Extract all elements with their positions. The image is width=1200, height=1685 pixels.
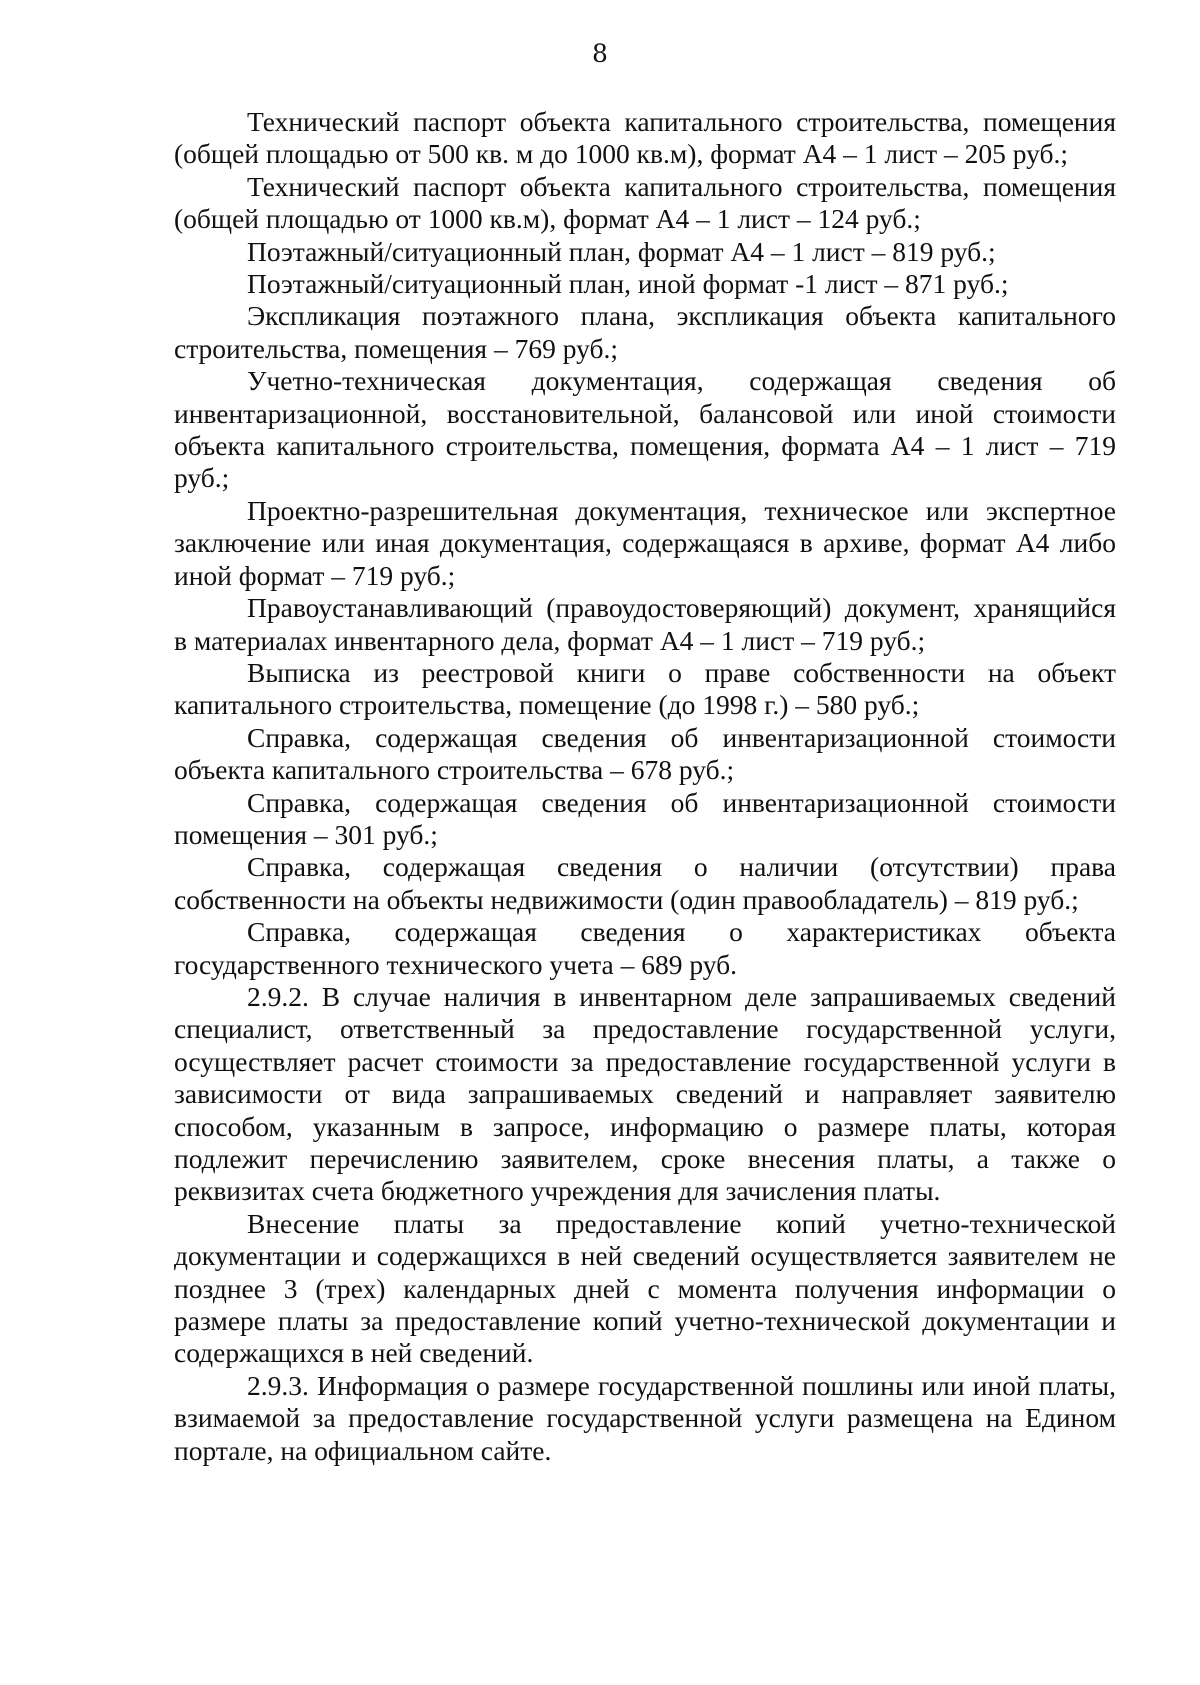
paragraph-floor-plan-other-format: Поэтажный/ситуационный план, иной формат -1 лист – 871 руб.; — [247, 268, 1009, 300]
paragraph-certificate-premises-value: Справка, содержащая сведения об инвентаризационной стоимости помещения – 301 руб.; — [174, 786, 1116, 850]
paragraph-tech-passport-500-1000: Технический паспорт объекта капитального строительства, помещения (общей площадью от 500 кв. м до 1000 кв.м), формат А4 – 1 лист – 205 руб.; — [174, 106, 1116, 170]
paragraph-certificate-object-value: Справка, содержащая сведения об инвентаризационной стоимости объекта капитального строительства – 678 руб.; — [174, 721, 1116, 786]
paragraph-section-2-9-2: 2.9.2. В случае наличия в инвентарном деле запрашиваемых сведений специалист, ответственный за предоставление государственной услуги, осуществляет расчет стоимости за предоставление государственной услуги в зависимости от вида запрашиваемых сведений и направляет заявителю способом, указанным в запросе, информацию о размере платы, которая подлежит перечислению заявителем, сроке внесения платы, а также о реквизитах счета бюджетного учреждения для зачисления платы. — [174, 980, 1116, 1207]
paragraph-tech-passport-1000: Технический паспорт объекта капитального строительства, помещения (общей площадью от 1000 кв.м), формат А4 – 1 лист – 124 руб.; — [174, 170, 1116, 235]
document-body — [174, 106, 1116, 1467]
paragraph-section-2-9-3: 2.9.3. Информация о размере государственной пошлины или иной платы, взимаемой за предоставление государственной услуги размещена на Едином портале, на официальном сайте. — [174, 1369, 1116, 1466]
paragraph-accounting-docs: Учетно-техническая документация, содержащая сведения об инвентаризационной, восстановительной, балансовой или иной стоимости объекта капитального строительства, помещения, формата А4 – 1 лист – 719 руб.; — [174, 365, 1116, 494]
paragraph-design-permit-docs: Проектно-разрешительная документация, техническое или экспертное заключение или иная документация, содержащаяся в архиве, формат А4 либо иной формат – 719 руб.; — [174, 494, 1116, 591]
paragraph-certificate-ownership: Справка, содержащая сведения о наличии (отсутствии) права собственности на объекты недвижимости (один правообладатель) – 819 руб.; — [174, 851, 1116, 915]
paragraph-floor-plan-a4: Поэтажный/ситуационный план, формат А4 – 1 лист – 819 руб.; — [247, 235, 996, 267]
paragraph-payment-deadline: Внесение платы за предоставление копий учетно-технической документации и содержащихся в ней сведений осуществляется заявителем не позднее 3 (трех) календарных дней с момента получения информации о размере платы за предоставление копий учетно-технической документации и содержащихся в ней сведений. — [174, 1207, 1116, 1369]
page-number: 8 — [592, 39, 608, 68]
paragraph-certificate-characteristics: Справка, содержащая сведения о характеристиках объекта государственного технического учета – 689 руб. — [174, 916, 1116, 980]
paragraph-title-document: Правоустанавливающий (правоудостоверяющий) документ, хранящийся в материалах инвентарного дела, формат А4 – 1 лист – 719 руб.; — [174, 592, 1116, 656]
paragraph-explication: Экспликация поэтажного плана, экспликация объекта капитального строительства, помещения – 769 руб.; — [174, 300, 1116, 364]
paragraph-registry-extract: Выписка из реестровой книги о праве собственности на объект капитального строительства, помещение (до 1998 г.) – 580 руб.; — [174, 656, 1116, 721]
